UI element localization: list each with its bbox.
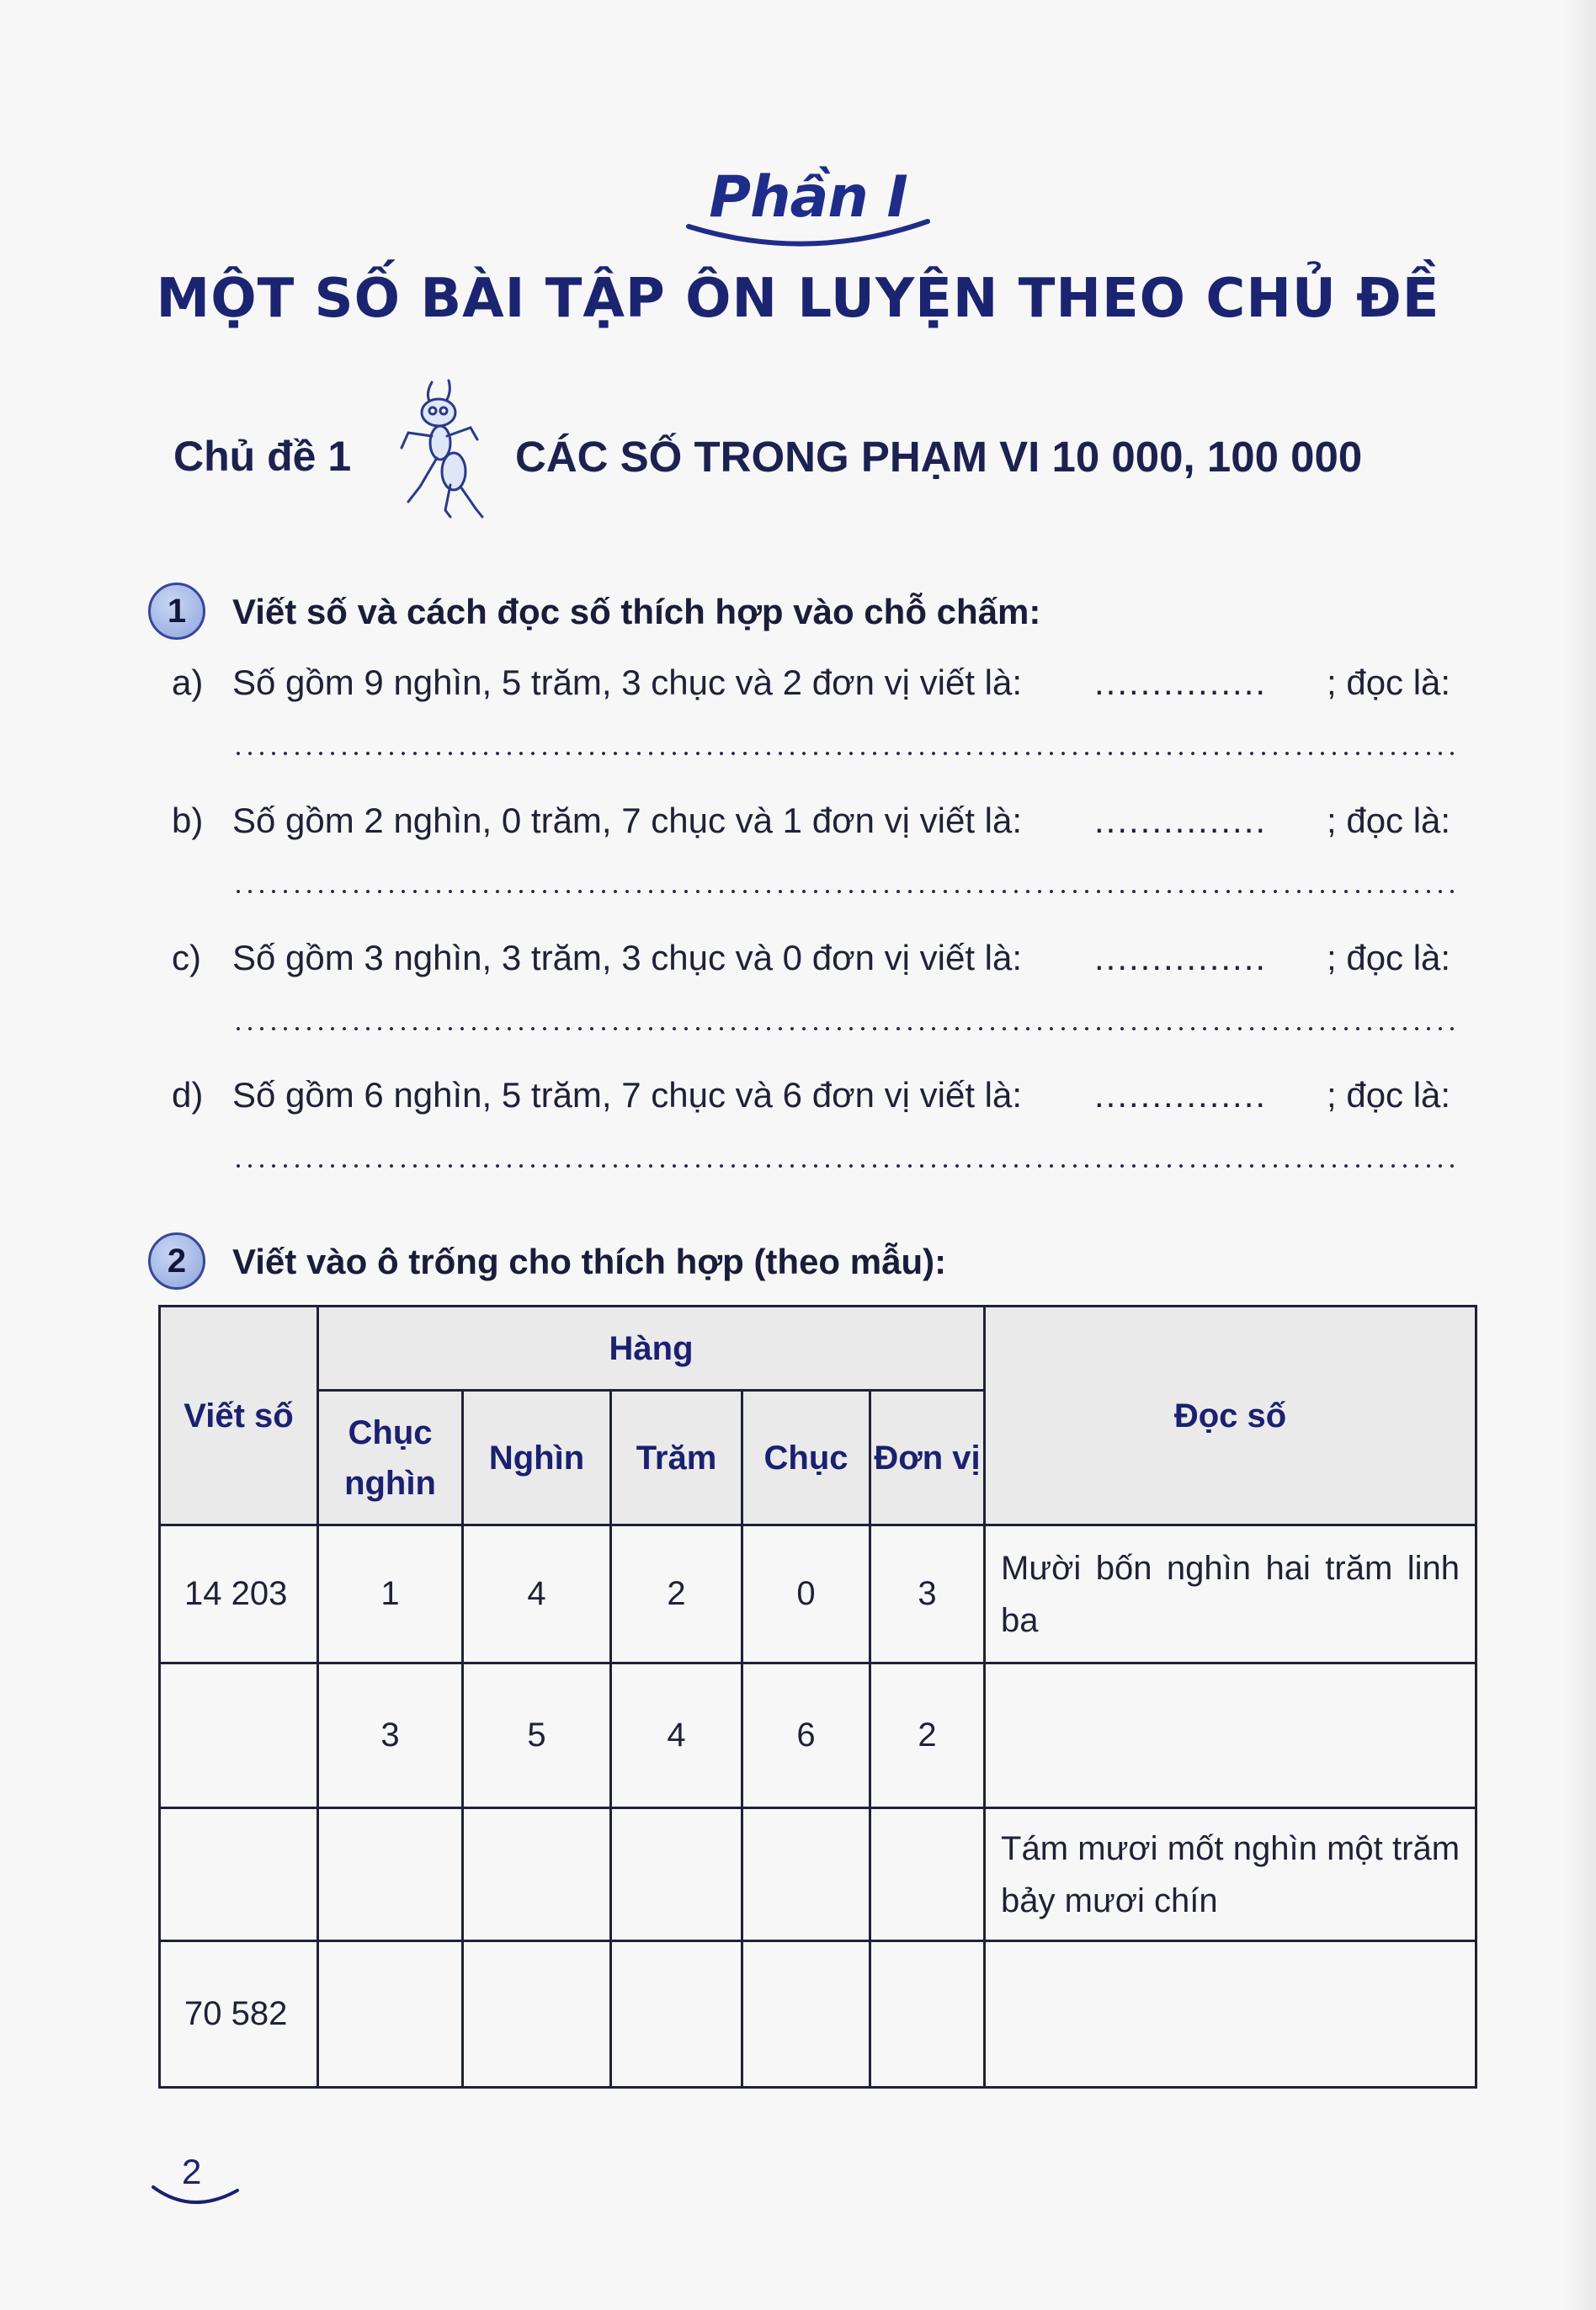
digit-cell[interactable] [463, 1941, 611, 2088]
table-row [160, 1663, 1476, 1808]
question-text: Số gồm 2 nghìn, 0 trăm, 7 chục và 1 đơn vị viết là: [232, 801, 1023, 840]
question-letter: b) [172, 801, 204, 840]
digit-cell[interactable]: 5 [463, 1663, 611, 1808]
reading-cell[interactable] [985, 1663, 1476, 1808]
digit-cell[interactable]: 4 [611, 1663, 742, 1808]
question-tail: ; đọc là: [1327, 1075, 1451, 1115]
written-number-cell[interactable]: 70 582 [160, 1941, 318, 2088]
digit-cell[interactable] [611, 1941, 742, 2088]
page-number-block [150, 2152, 242, 2211]
digit-cell[interactable]: 4 [463, 1525, 611, 1663]
answer-blank-reading[interactable] [232, 1164, 1455, 1168]
digit-cell[interactable]: 2 [870, 1663, 985, 1808]
reading-cell[interactable] [985, 1941, 1476, 2088]
header-written-number: Viết số [160, 1307, 318, 1525]
exercise-1-title: Viết số và cách đọc số thích hợp vào chỗ chấm: [232, 592, 1041, 631]
ant-mascot-icon [383, 377, 501, 520]
digit-cell[interactable]: 6 [742, 1663, 870, 1808]
swoosh-underline-icon [682, 215, 934, 257]
question-text: Số gồm 6 nghìn, 5 trăm, 7 chục và 6 đơn vị viết là: [232, 1075, 1023, 1115]
answer-blank-reading[interactable] [232, 752, 1455, 755]
reading-cell[interactable]: Tám mươi mốt nghìn một trăm bảy mươi chín [985, 1808, 1476, 1941]
topic-label: Chủ đề 1 [173, 433, 352, 480]
exercise-2-title: Viết vào ô trống cho thích hợp (theo mẫu): [232, 1242, 947, 1281]
digit-cell[interactable] [870, 1808, 985, 1941]
digit-cell[interactable]: 3 [870, 1525, 985, 1663]
header-ones: Đơn vị [870, 1391, 985, 1525]
question-letter: a) [172, 663, 204, 702]
digit-cell[interactable] [742, 1808, 870, 1941]
digit-cell[interactable]: 3 [318, 1663, 463, 1808]
question-tail: ; đọc là: [1327, 663, 1451, 702]
page-swoosh-icon [150, 2182, 242, 2211]
digit-cell[interactable] [463, 1808, 611, 1941]
question-tail: ; đọc là: [1327, 938, 1451, 977]
table-row [160, 1525, 1476, 1663]
answer-blank-number[interactable]: ............... [1094, 801, 1268, 840]
question-letter: c) [172, 938, 201, 977]
question-tail: ; đọc là: [1327, 801, 1451, 840]
header-place-group: Hàng [318, 1307, 985, 1391]
written-number-cell[interactable] [160, 1663, 318, 1808]
answer-blank-reading[interactable] [232, 890, 1455, 893]
question-text: Số gồm 9 nghìn, 5 trăm, 3 chục và 2 đơn vị viết là: [232, 663, 1023, 702]
digit-cell[interactable] [318, 1808, 463, 1941]
part-title: Phần I [709, 164, 907, 231]
exercise-2-badge: 2 [148, 1232, 205, 1290]
table-row [160, 1808, 1476, 1941]
exercise-1-badge: 1 [148, 583, 205, 640]
table-row [160, 1941, 1476, 2088]
topic-title: CÁC SỐ TRONG PHẠM VI 10 000, 100 000 [515, 433, 1363, 481]
answer-blank-number[interactable]: ............... [1094, 938, 1268, 977]
digit-cell[interactable]: 1 [318, 1525, 463, 1663]
header-hundreds: Trăm [611, 1391, 742, 1525]
question-text: Số gồm 3 nghìn, 3 trăm, 3 chục và 0 đơn vị viết là: [232, 938, 1023, 977]
written-number-cell[interactable] [160, 1808, 318, 1941]
answer-blank-number[interactable]: ............... [1094, 663, 1268, 702]
question-letter: d) [172, 1075, 204, 1115]
page-edge-shadow [1562, 0, 1596, 2310]
header-ten-thousands: Chục nghìn [318, 1391, 463, 1525]
reading-cell[interactable]: Mười bốn nghìn hai trăm linh ba [985, 1525, 1476, 1663]
digit-cell[interactable]: 2 [611, 1525, 742, 1663]
page-number: 2 [182, 2152, 202, 2191]
digit-cell[interactable] [318, 1941, 463, 2088]
written-number-cell[interactable]: 14 203 [160, 1525, 318, 1663]
part-heading [682, 164, 934, 257]
place-value-table [158, 1305, 1477, 2089]
answer-blank-number[interactable]: ............... [1094, 1075, 1268, 1115]
main-title: MỘT SỐ BÀI TẬP ÔN LUYỆN THEO CHỦ ĐỀ [156, 268, 1440, 330]
digit-cell[interactable]: 0 [742, 1525, 870, 1663]
header-thousands: Nghìn [463, 1391, 611, 1525]
digit-cell[interactable] [870, 1941, 985, 2088]
digit-cell[interactable] [742, 1941, 870, 2088]
header-tens: Chục [742, 1391, 870, 1525]
header-reading: Đọc số [985, 1307, 1476, 1525]
digit-cell[interactable] [611, 1808, 742, 1941]
answer-blank-reading[interactable] [232, 1027, 1455, 1030]
